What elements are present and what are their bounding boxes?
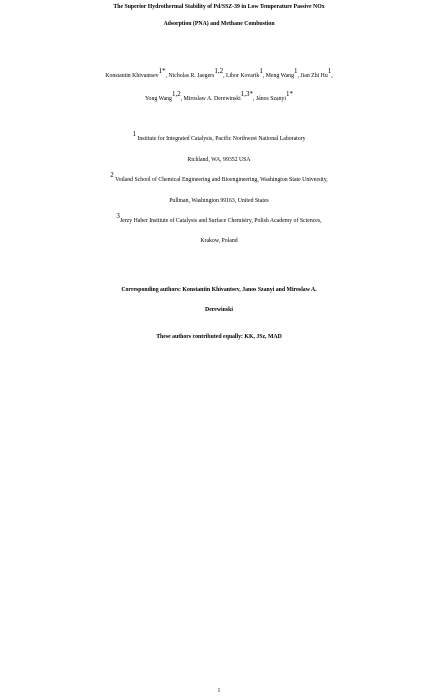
affiliation-mark: 3 <box>116 212 120 221</box>
author-name: , Nicholas R. Jaegers <box>165 73 215 79</box>
author-affiliation-mark: 1 <box>259 67 263 76</box>
author-name: , Meng Wang <box>262 73 294 79</box>
paper-title-line-1: The Superior Hydrothermal Stability of Pd/SSZ-39 in Low Temperature Passive NOx <box>113 4 325 10</box>
corresponding-authors-line-1: Corresponding authors: Konstantin Khivantsev, Janos Szanyi and Miroslaw A. <box>121 287 317 293</box>
author-list-line-1 <box>0 69 438 83</box>
affiliation-1-line-1 <box>0 132 438 146</box>
author-affiliation-mark: 1* <box>158 67 166 76</box>
author-name: , Jian Zhi Hu <box>297 73 328 79</box>
affiliation-mark: 2 <box>110 171 114 180</box>
equal-contribution-note: These authors contributed equally: KK, JSz, MAD <box>156 334 282 340</box>
author-separator: , <box>331 73 333 79</box>
affiliation-text: Voiland School of Chemical Engineering and Bioengineering, Washington State University, <box>113 177 328 183</box>
author-name: Konstantin Khivantsev <box>105 73 159 79</box>
author-affiliation-mark: 1,3* <box>240 90 254 99</box>
author-affiliation-mark: 1,2 <box>214 67 224 76</box>
author-affiliation-mark: 1* <box>286 90 294 99</box>
corresponding-authors-line-2: Derewinski <box>205 307 233 313</box>
author-name: Yong Wang <box>144 96 172 102</box>
affiliation-mark: 1 <box>132 130 136 139</box>
author-affiliation-mark: 1 <box>327 67 332 76</box>
affiliation-text: Jerzy Haber Institute of Catalysis and Surface Chemistry, Polish Academy of Sciences, <box>119 218 322 224</box>
author-name: , Libor Kovarik <box>223 73 260 79</box>
affiliation-3-line-2: Krakow, Poland <box>200 238 238 244</box>
author-name: , Miroslaw A. Derewinski <box>180 96 241 102</box>
affiliation-text: Institute for Integrated Catalysis, Pacific Northwest National Laboratory <box>135 136 306 142</box>
author-affiliation-mark: 1 <box>293 67 298 76</box>
author-affiliation-mark: 1,2 <box>171 90 181 99</box>
affiliation-1-line-2: Richland, WA, 99352 USA <box>187 157 251 163</box>
affiliation-2-line-1 <box>0 173 438 187</box>
page-number: 1 <box>217 688 221 694</box>
paper-title-line-2: Adsorption (PNA) and Methane Combustion <box>163 21 275 27</box>
affiliation-2-line-2: Pullman, Washington 99163, United States <box>169 198 269 204</box>
author-name: , János Szanyi <box>253 96 287 102</box>
author-list-line-2 <box>0 92 438 106</box>
affiliation-3-line-1 <box>0 214 438 228</box>
